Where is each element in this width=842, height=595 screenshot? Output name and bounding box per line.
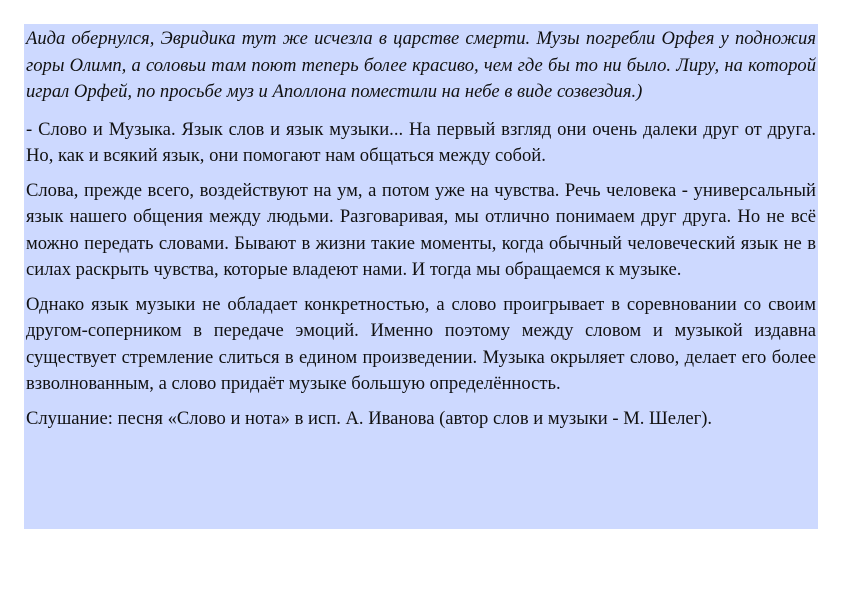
music-language-paragraph: Однако язык музыки не обладает конкретностью, а слово проигрывает в соревновании со своим другом-соперником в передаче эмоций. Именно поэтому между словом и музыкой издавна существует стремление слиться в едином произведении. Музыка окрыляет слово, делает его более взволнованным, а слово придаёт музыке большую определённость. <box>26 293 816 394</box>
word-and-music-paragraph: - Слово и Музыка. Язык слов и язык музыки... На первый взгляд они очень далеки друг от друга. Но, как и всякий язык, они помогают нам общаться между собой. <box>26 118 816 166</box>
words-influence-paragraph: Слова, прежде всего, воздействуют на ум, а потом уже на чувства. Речь человека - универсальный язык нашего общения между людьми. Разговаривая, мы отлично понимаем друг друга. Но не всё можно передать словами. Бывают в жизни такие моменты, когда обычный человеческий язык не в силах раскрыть чувства, которые владеют нами. И тогда мы обращаемся к музыке. <box>26 179 816 280</box>
listening-paragraph: Слушание: песня «Слово и нота» в исп. А. Иванова (автор слов и музыки - М. Шелег). <box>26 407 713 429</box>
text-box <box>24 24 818 529</box>
myth-ending-paragraph: Аида обернулся, Эвридика тут же исчезла в царстве смерти. Музы погребли Орфея у подножия горы Олимп, а соловьи там поют теперь более красиво, чем где бы то ни было. Лиру, на которой играл Орфей, по просьбе муз и Аполлона поместили на небе в виде созвездия.) <box>26 28 816 102</box>
